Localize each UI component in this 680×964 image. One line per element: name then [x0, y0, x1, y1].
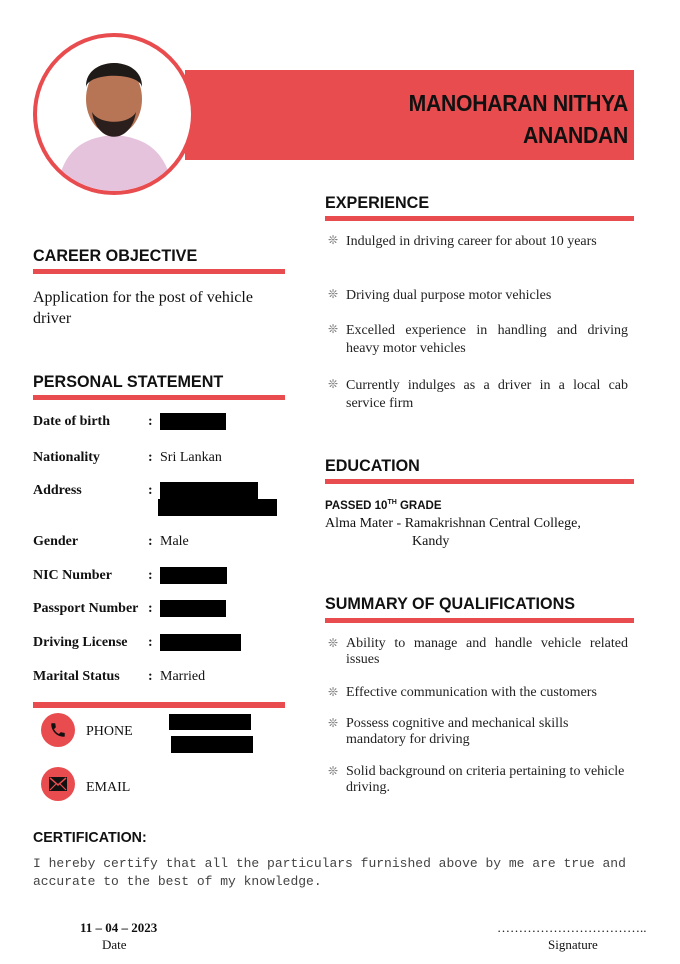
colon: : — [148, 450, 153, 465]
colon: : — [148, 534, 153, 549]
gender-label: Gender — [33, 534, 79, 549]
redacted-phone — [169, 714, 251, 730]
experience-item: ❊ Currently indulges as a driver in a local cab service firm — [328, 377, 628, 411]
bullet-icon: ❊ — [328, 685, 339, 699]
experience-item: ❊ Indulged in driving career for about 10 years — [328, 233, 597, 249]
summary-item: ❊ Ability to manage and handle vehicle related issues — [328, 636, 628, 667]
summary-item: ❊ Possess cognitive and mechanical skills mandatory for driving — [328, 716, 569, 747]
divider — [33, 702, 285, 708]
colon: : — [148, 568, 153, 583]
date-label: Date — [102, 937, 127, 952]
redacted-license — [160, 634, 241, 651]
nationality-value: Sri Lankan — [160, 450, 222, 465]
date-value: 11 – 04 – 2023 — [80, 920, 158, 935]
education-school: Alma Mater - Ramakrishnan Central College, — [325, 516, 581, 531]
gender-value: Male — [160, 534, 189, 549]
passport-label: Passport Number — [33, 601, 139, 616]
experience-item: ❊ Driving dual purpose motor vehicles — [328, 287, 552, 303]
career-objective-heading: CAREER OBJECTIVE — [33, 246, 198, 265]
redacted-nic — [160, 567, 227, 584]
colon: : — [148, 414, 153, 429]
summary-item: ❊ Solid background on criteria pertaining to vehicle driving. — [328, 764, 625, 795]
summary-heading: SUMMARY OF QUALIFICATIONS — [325, 594, 576, 613]
colon: : — [148, 601, 153, 616]
divider — [325, 618, 634, 623]
education-grade: PASSED 10TH GRADE — [325, 499, 442, 512]
bullet-icon: ❊ — [328, 322, 339, 336]
bullet-icon: ❊ — [328, 716, 339, 730]
marital-label: Marital Status — [33, 669, 120, 684]
bullet-icon: ❊ — [328, 233, 339, 247]
bullet-icon: ❊ — [328, 636, 339, 650]
email-label: EMAIL — [86, 780, 131, 795]
redacted-phone — [171, 736, 253, 753]
redacted-dob — [160, 413, 226, 430]
colon: : — [148, 669, 153, 684]
license-label: Driving License — [33, 635, 128, 650]
dob-label: Date of birth — [33, 414, 110, 429]
email-icon — [41, 767, 75, 801]
phone-icon — [41, 713, 75, 747]
name-line-2: ANANDAN — [522, 122, 628, 148]
nic-label: NIC Number — [33, 568, 112, 583]
marital-value: Married — [160, 669, 206, 684]
certification-heading: CERTIFICATION: — [33, 829, 147, 846]
bullet-icon: ❊ — [328, 287, 339, 301]
education-city: Kandy — [412, 534, 450, 549]
education-heading: EDUCATION — [325, 456, 420, 475]
bullet-icon: ❊ — [328, 377, 339, 391]
phone-label: PHONE — [86, 724, 133, 739]
redacted-address — [158, 499, 277, 516]
colon: : — [148, 483, 153, 498]
redacted-address — [160, 482, 258, 499]
divider — [325, 479, 634, 484]
divider — [325, 216, 634, 221]
signature-line: …………………………….. — [497, 920, 647, 935]
redacted-passport — [160, 600, 226, 617]
divider — [33, 395, 285, 400]
signature-label: Signature — [548, 937, 598, 952]
experience-heading: EXPERIENCE — [325, 193, 430, 212]
divider — [33, 269, 285, 274]
summary-item: ❊ Effective communication with the customers — [328, 685, 597, 700]
address-label: Address — [33, 483, 82, 498]
experience-item: ❊ Excelled experience in handling and driving heavy motor vehicles — [328, 322, 628, 356]
colon: : — [148, 635, 153, 650]
certification-text: I hereby certify that all the particulars furnished above by me are true and accurate to the best of my knowledge. — [33, 856, 626, 889]
personal-statement-heading: PERSONAL STATEMENT — [33, 372, 224, 391]
bullet-icon: ❊ — [328, 764, 339, 778]
name-line-1: MANOHARAN NITHYA — [408, 90, 628, 116]
career-objective-text: Application for the post of vehicle driver — [33, 289, 253, 327]
profile-photo — [33, 33, 195, 195]
nationality-label: Nationality — [33, 450, 100, 465]
